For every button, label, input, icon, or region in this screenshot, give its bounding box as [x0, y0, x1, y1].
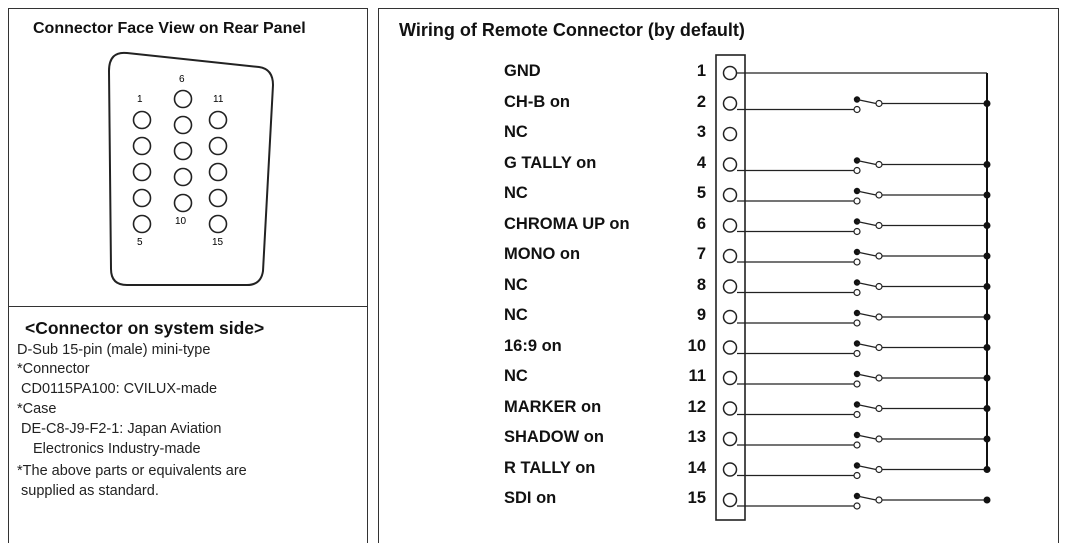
switch-lever	[857, 405, 876, 409]
terminal-hole	[724, 219, 737, 232]
switch-contact	[876, 284, 882, 290]
bus-junction	[984, 375, 991, 382]
pin-number-label: 3	[696, 123, 706, 141]
pin-number-label: 10	[687, 336, 706, 355]
pin-function-label: CH-B on	[504, 92, 570, 111]
switch-lever	[857, 496, 876, 500]
info-line: supplied as standard.	[21, 483, 159, 499]
pin-hole	[175, 117, 192, 134]
pin-label-11: 11	[213, 94, 224, 105]
pin-hole	[134, 112, 151, 129]
switch-contact	[876, 406, 882, 412]
switch-contact	[876, 497, 882, 503]
switch-terminal	[854, 198, 860, 204]
pin-function-label: NC	[504, 306, 528, 324]
pin-number-label: 7	[696, 245, 706, 263]
switch-lever	[857, 313, 876, 317]
connector-face-panel	[8, 8, 368, 307]
terminal-hole	[724, 433, 737, 446]
switch-terminal	[854, 107, 860, 113]
pin-number-label: 15	[687, 489, 706, 507]
wiring-title: Wiring of Remote Connector (by default)	[399, 20, 745, 40]
pin-function-label: MARKER on	[504, 397, 602, 416]
pin-hole	[175, 91, 192, 108]
pin-hole	[210, 216, 227, 233]
pin-hole	[210, 138, 227, 155]
pin-hole	[175, 169, 192, 186]
bus-junction	[984, 344, 991, 351]
pin-function-label: SHADOW on	[504, 428, 604, 446]
switch-lever	[857, 161, 876, 165]
pin-hole	[134, 216, 151, 233]
bus-junction	[984, 222, 991, 229]
pin-function-label: GND	[504, 62, 541, 80]
pin-number-label: 14	[687, 458, 706, 477]
info-line: *Connector	[17, 361, 90, 377]
terminal-hole	[724, 402, 737, 415]
terminal-hole	[724, 158, 737, 171]
info-line: D-Sub 15-pin (male) mini-type	[17, 342, 211, 358]
pin-hole	[134, 164, 151, 181]
bus-junction	[984, 192, 991, 199]
switch-contact	[876, 314, 882, 320]
switch-contact	[876, 375, 882, 381]
pin-label-1: 1	[137, 94, 143, 105]
pin-hole	[175, 195, 192, 212]
pin-hole	[134, 190, 151, 207]
pin-number-label: 13	[687, 428, 706, 446]
pin-number-label: 6	[696, 214, 706, 233]
connector-face-title: Connector Face View on Rear Panel	[33, 20, 306, 37]
switch-contact	[876, 467, 882, 473]
terminal-hole	[724, 494, 737, 507]
switch-terminal	[854, 503, 860, 509]
pin-number-label: 5	[696, 184, 706, 202]
wiring-panel	[378, 8, 1059, 543]
bus-junction	[984, 405, 991, 412]
switch-lever	[857, 283, 876, 287]
switch-terminal	[854, 473, 860, 479]
system-side-panel	[8, 306, 368, 543]
switch-terminal	[854, 259, 860, 265]
switch-terminal	[854, 442, 860, 448]
pin-label-15: 15	[212, 237, 224, 248]
switch-lever	[857, 191, 876, 195]
pin-number-label: 2	[696, 92, 706, 111]
bus-junction	[984, 497, 991, 504]
terminal-hole	[724, 372, 737, 385]
switch-lever	[857, 100, 876, 104]
pin-number-label: 9	[696, 306, 706, 324]
switch-contact	[876, 345, 882, 351]
pin-hole	[210, 112, 227, 129]
bus-junction	[984, 314, 991, 321]
switch-terminal	[854, 290, 860, 296]
pin-hole	[210, 190, 227, 207]
pin-hole	[210, 164, 227, 181]
pin-number-label: 4	[696, 153, 706, 172]
pin-label-6: 6	[179, 74, 185, 85]
pin-hole	[134, 138, 151, 155]
terminal-hole	[724, 97, 737, 110]
system-side-title: <Connector on system side>	[25, 318, 265, 338]
switch-terminal	[854, 351, 860, 357]
dsub-connector-diagram	[9, 9, 369, 308]
pin-function-label: G TALLY on	[504, 153, 597, 172]
switch-contact	[876, 436, 882, 442]
switch-contact	[876, 101, 882, 107]
switch-terminal	[854, 381, 860, 387]
wiring-schematic	[379, 9, 1060, 544]
switch-terminal	[854, 168, 860, 174]
pin-function-label: CHROMA UP on	[504, 214, 630, 233]
switch-contact	[876, 253, 882, 259]
switch-contact	[876, 192, 882, 198]
terminal-hole	[724, 280, 737, 293]
switch-lever	[857, 466, 876, 470]
switch-lever	[857, 435, 876, 439]
terminal-hole	[724, 128, 737, 141]
pin-function-label: MONO on	[504, 245, 581, 263]
terminal-hole	[724, 311, 737, 324]
switch-terminal	[854, 412, 860, 418]
switch-lever	[857, 344, 876, 348]
pin-function-label: NC	[504, 123, 528, 141]
terminal-hole	[724, 67, 737, 80]
terminal-hole	[724, 189, 737, 202]
info-line: DE-C8-J9-F2-1: Japan Aviation	[21, 421, 222, 437]
switch-lever	[857, 222, 876, 226]
pin-number-label: 11	[688, 367, 706, 385]
pin-number-label: 8	[696, 275, 706, 294]
switch-contact	[876, 223, 882, 229]
bus-junction	[984, 161, 991, 168]
info-line: Electronics Industry-made	[33, 441, 201, 457]
switch-lever	[857, 374, 876, 378]
bus-junction	[984, 283, 991, 290]
bus-junction	[984, 466, 991, 473]
info-line: *Case	[17, 401, 57, 417]
terminal-hole	[724, 341, 737, 354]
pin-function-label: NC	[504, 367, 528, 385]
pin-function-label: NC	[504, 184, 528, 202]
switch-lever	[857, 252, 876, 256]
pin-function-label: R TALLY on	[504, 458, 596, 477]
bus-junction	[984, 253, 991, 260]
switch-terminal	[854, 229, 860, 235]
pin-label-10: 10	[175, 216, 187, 227]
pin-function-label: 16:9 on	[504, 336, 562, 355]
pin-label-5: 5	[137, 237, 143, 248]
terminal-hole	[724, 463, 737, 476]
pin-hole	[175, 143, 192, 160]
bus-junction	[984, 436, 991, 443]
pin-function-label: NC	[504, 275, 528, 294]
info-line: *The above parts or equivalents are	[17, 463, 247, 479]
info-line: CD0115PA100: CVILUX-made	[21, 381, 218, 397]
bus-junction	[984, 100, 991, 107]
switch-terminal	[854, 320, 860, 326]
pin-number-label: 1	[696, 62, 706, 80]
pin-number-label: 12	[687, 397, 706, 416]
pin-function-label: SDI on	[504, 489, 557, 507]
switch-contact	[876, 162, 882, 168]
terminal-hole	[724, 250, 737, 263]
